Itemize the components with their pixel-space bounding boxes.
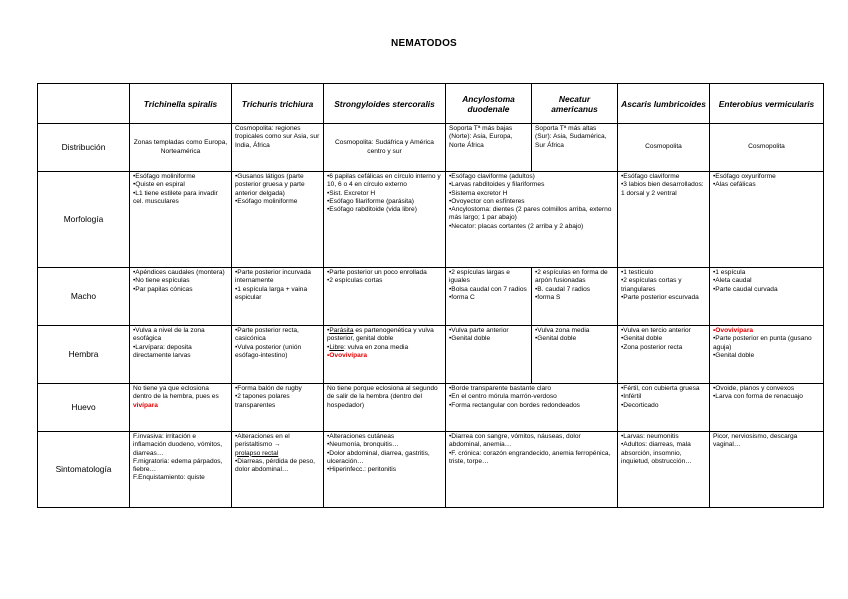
table-cell: Cosmopolita: regiones tropicales como sur Asia, sur India, África [232,124,324,172]
cell-line: •Zona posterior recta [621,343,683,351]
table-cell [532,268,618,326]
table-cell [130,432,232,508]
cell-line: •Vulva zona media [535,327,590,334]
cell-text: No tiene ya que eclosiona dentro de la hembra, pues es [133,385,219,401]
column-header: Trichuris trichiura [232,84,324,124]
cell-line: •Alteraciones en el peristaltismo → [235,433,290,449]
table-row [38,172,824,268]
ovovivipara-highlight: •Ovovivípara [713,327,754,334]
cell-line: •Vulva en tercio anterior [621,327,691,334]
table-cell [618,326,710,384]
table-cell [618,172,710,268]
cell-line: •B. caudal 7 radios [535,285,591,293]
cell-line: •Adultos: diarreas, mala absorción, insomnio, inquietud, obstrucción… [621,441,692,465]
table-cell [232,172,324,268]
table-cell [446,326,532,384]
row-header: Morfología [38,172,130,268]
cell-line: •En el centro mórula marrón-verdoso [449,393,557,401]
table-cell [232,326,324,384]
row-header: Distribución [38,124,130,172]
cell-line: •Parte posterior un poco enrollada [327,269,427,276]
corner-cell [38,84,130,124]
table-row [38,124,824,172]
parasita-term: Parásita [329,327,354,334]
table-cell [130,326,232,384]
cell-line: •Sistema excretor H [449,189,508,197]
cell-line: •Larvas rabditoides y filariformes [449,181,545,189]
cell-line: •2 espículas en forma de arpón fusionadas [535,269,608,285]
cell-line: •Apéndices caudales (montera) [133,269,225,276]
cell-line: •Aleta caudal [713,277,752,285]
cell-line: •L1 tiene estilete para invadir cel. musculares [133,189,218,205]
cell-line: •2 espículas cortas y triangulares [621,277,682,293]
row-header: Hembra [38,326,130,384]
page-title: NEMATODOS [391,38,457,49]
nematodes-table [37,83,824,508]
cell-line: •Quiste en espiral [133,181,185,189]
cell-line: •Genital doble [535,335,577,343]
cell-line: •Diarrea con sangre, vómitos, náuseas, dolor abdominal, anemia… [449,433,581,449]
cell-line: •Ancylostoma: dientes (2 pares colmillos arriba, externo más largo; 1 par abajo) [449,206,612,222]
column-header: Ascaris lumbricoides [618,84,710,124]
table-cell [324,172,446,268]
column-header: Ancylostoma duodenale [446,84,532,124]
table-cell [446,432,618,508]
table-cell: Soporta Tª más bajas (Norte): Asia, Europa, Norte África [446,124,532,172]
table-cell [130,172,232,268]
row-header: Huevo [38,384,130,432]
cell-line: •Ovoide, planos y convexos [713,385,795,392]
cell-line: •forma S [535,293,561,301]
cell-line: •Esófago moliniforme [133,173,196,180]
cell-line: •Borde transparente bastante claro [449,385,552,392]
cell-line: •Alas cefálicas [713,181,756,189]
row-header: Sintomatología [38,432,130,508]
table-row [38,432,824,508]
cell-line: •Decorticado [621,401,659,409]
table-cell [130,268,232,326]
cell-line: •forma C [449,293,475,301]
table-cell: Cosmopolita: Sudáfrica y América centro y sur [324,124,446,172]
table-cell [446,172,618,268]
table-cell [618,384,710,432]
column-header: Strongyloides stercoralis [324,84,446,124]
column-header: Enterobius vermicularis [710,84,824,124]
cell-line: •Esófago moliniforme [235,197,298,205]
cell-line: •Necator: placas cortantes (2 arriba y 2 abajo) [449,222,584,230]
cell-line: •F. crónica: corazón engrandecido, anemia ferropénica, triste, torpe… [449,449,611,465]
cell-line: •Esófago claviforme (adultos) [449,173,535,180]
cell-line: •1 testículo [621,269,654,276]
cell-line: •Larva con forma de renacuajo [713,393,803,401]
cell-line: •No tiene espículas [133,277,190,285]
cell-line: •Genital doble [713,351,755,359]
table-cell: Cosmopolita [710,124,824,172]
prolapso-term: prolapso rectal [235,449,279,457]
cell-line: •Esófago rabditoide (vida libre) [327,206,417,214]
column-header: Necatur americanus [532,84,618,124]
row-header: Macho [38,268,130,326]
libre-term: Libre [329,343,344,351]
cell-line: •Alteraciones cutáneas [327,433,395,440]
cell-line: •Gusanos látigos (parte posterior gruesa y parte anterior delgada) [235,173,305,197]
table-cell [710,172,824,268]
cell-line: F.Enquistamiento: quiste [133,474,205,482]
column-header: Trichinella spiralis [130,84,232,124]
cell-line: •Forma balón de rugby [235,385,302,392]
cell-line: •Esófago claviforme [621,173,680,180]
cell-line: •Par papilas cónicas [133,285,193,293]
cell-line: •Hiperinfecc.: peritonitis [327,466,397,474]
table-cell [446,384,618,432]
ovovivipara-highlight: •Ovovivípara [327,351,368,359]
cell-line: •6 papilas cefálicas en círculo interno y 10, 6 o 4 en círculo externo [327,173,441,189]
table-row [38,326,824,384]
cell-line: •2 tapones polares transparentes [235,393,290,409]
cell-line: •Larvípara: deposita directamente larvas [133,343,192,359]
table-cell [710,384,824,432]
cell-line: •Genital doble [449,335,491,343]
cell-line: •2 espículas largas e iguales [449,269,510,285]
vivipara-highlight: vivípara [133,401,158,409]
table-cell: No tiene porque eclosiona al segundo de salir de la hembra (dentro del hospedador) [324,384,446,432]
cell-line: •Esófago filariforme (parásita) [327,197,414,205]
table-cell [232,384,324,432]
cell-line: •Infértil [621,393,642,401]
table-cell [324,268,446,326]
cell-line: •Parte caudal curvada [713,285,778,293]
cell-line: F.migratoria: edema párpados, fiebre… [133,457,223,474]
parasita-text: es partenogenética y vulva posterior, genital doble [327,327,434,343]
table-row [38,384,824,432]
table-row [38,268,824,326]
cell-line: •Vulva parte anterior [449,327,509,334]
cell-line: •Ovoyector con esfínteres [449,197,525,205]
cell-line: •Vulva a nivel de la zona esofágica [133,327,205,343]
table-cell: Soporta Tª más altas (Sur): Asia, Sudamérica, Sur África [532,124,618,172]
table-cell [324,326,446,384]
cell-line: •Esófago oxyuriforme [713,173,776,180]
header-row [38,84,824,124]
cell-line: •Parásita es partenogenética y vulva posterior, genital doble [327,327,434,343]
table-cell [130,384,232,432]
cell-line: •Larvas: neumonitis [621,433,679,440]
table-cell [618,268,710,326]
table-cell [710,326,824,384]
cell-line: •Parte posterior incurvada internamente [235,269,311,285]
cell-line: •Genital doble [621,335,663,343]
cell-line: •Vulva posterior (unión esófago-intestino) [235,343,302,359]
cell-line: •Parte posterior escurvada [621,293,699,301]
cell-line: •3 labios bien desarrollados: 1 dorsal y 2 ventral [621,181,704,197]
table-cell: Cosmopolita [618,124,710,172]
table-cell [324,432,446,508]
table-cell [532,326,618,384]
table-cell [618,432,710,508]
cell-line: •Parte posterior en punta (gusano aguja) [713,335,812,351]
cell-line: •Diarreas, pérdida de peso, dolor abdominal… [235,457,316,474]
libre-text: : vulva en zona media [343,343,409,351]
cell-line: •Sist. Excretor H [327,189,376,197]
table-cell [232,432,324,508]
cell-line: •Fértil, con cubierta gruesa [621,385,700,392]
cell-line: •Forma rectangular con bordes redondeados [449,401,580,409]
table-cell [710,268,824,326]
cell-line: •Bolsa caudal con 7 radios [449,285,527,293]
cell-line: •Libre: vulva en zona media [327,343,409,351]
cell-line: •Neumonía, bronquitis… [327,441,399,449]
table-cell [446,268,532,326]
cell-line: •Parte posterior recta, casicónica [235,327,299,343]
cell-line: •Dolor abdominal, diarrea, gastritis, ulceración… [327,449,430,465]
cell-line: •1 espícula larga + vaina espicular [235,285,308,301]
cell-line: •2 espículas cortas [327,277,383,285]
table-cell: Zonas templadas como Europa, Norteamérica [130,124,232,172]
table-cell [232,268,324,326]
table-cell: Picor, nerviosismo, descarga vaginal… [710,432,824,508]
cell-line: F.invasiva: irritación e inflamación duodeno, vómitos, diarreas… [133,433,223,457]
cell-line: •1 espícula [713,269,746,276]
